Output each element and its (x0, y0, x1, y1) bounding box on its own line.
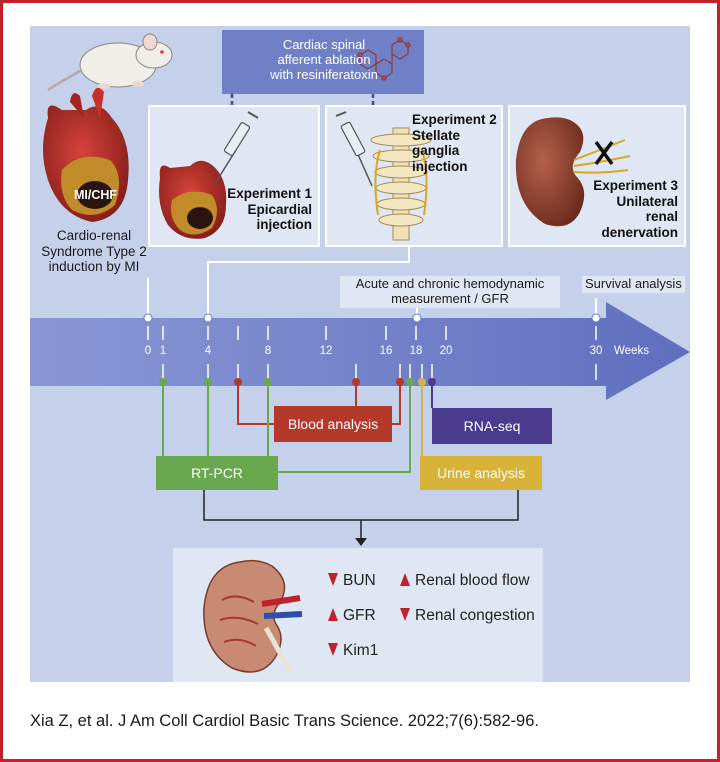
heart-label: MI/CHF (74, 188, 118, 202)
arrow-up-icon (400, 573, 410, 586)
result-kim1: Kim1 (328, 642, 378, 660)
tick-label: 4 (204, 345, 212, 357)
tick-label: 16 (379, 345, 393, 357)
arrow-down-icon (328, 573, 338, 586)
timeline-unit: Weeks (614, 345, 649, 357)
experiment-3-label: Experiment 3 Unilateral renal denervation (593, 178, 678, 240)
result-gfr: GFR (328, 607, 376, 625)
rtpcr-label: RT-PCR (191, 465, 243, 481)
tick-label: 1 (159, 345, 167, 357)
hemodynamic-label: Acute and chronic hemodynamic measurement / GFR (340, 276, 560, 308)
citation: Xia Z, et al. J Am Coll Cardiol Basic Trans Science. 2022;7(6):582-96. (30, 712, 539, 730)
result-renal-congestion: Renal congestion (400, 607, 535, 625)
outcome-arrowhead (355, 538, 367, 546)
experiment-1-label: Experiment 1 Epicardial injection (227, 186, 312, 233)
mouse-illustration (48, 34, 172, 90)
tick-label: 20 (439, 345, 453, 357)
rna-dot (428, 378, 436, 386)
ablation-label: Cardiac spinal afferent ablation with resiniferatoxin (270, 37, 378, 82)
survival-label: Survival analysis (582, 276, 685, 293)
tick-label: 8 (264, 345, 272, 357)
tick-label: 0 (144, 345, 152, 357)
urine-dot (418, 378, 426, 386)
rna-seq-label: RNA-seq (463, 418, 521, 434)
tick-label: 30 (589, 345, 603, 357)
arrow-up-icon (328, 608, 338, 621)
blood-analysis-label: Blood analysis (287, 416, 379, 432)
outcome-bracket (204, 490, 518, 540)
experiment-2-label: Experiment 2 Stellate ganglia injection (412, 112, 497, 174)
tick-label: 18 (409, 345, 423, 357)
urine-analysis-label: Urine analysis (437, 465, 525, 481)
arrow-down-icon (400, 608, 410, 621)
arrow-down-icon (328, 643, 338, 656)
tick-label: 12 (319, 345, 333, 357)
induction-label: Cardio-renal Syndrome Type 2 induction by MI (41, 228, 147, 275)
result-renal-blood-flow: Renal blood flow (400, 572, 530, 590)
result-bun: BUN (328, 572, 376, 590)
